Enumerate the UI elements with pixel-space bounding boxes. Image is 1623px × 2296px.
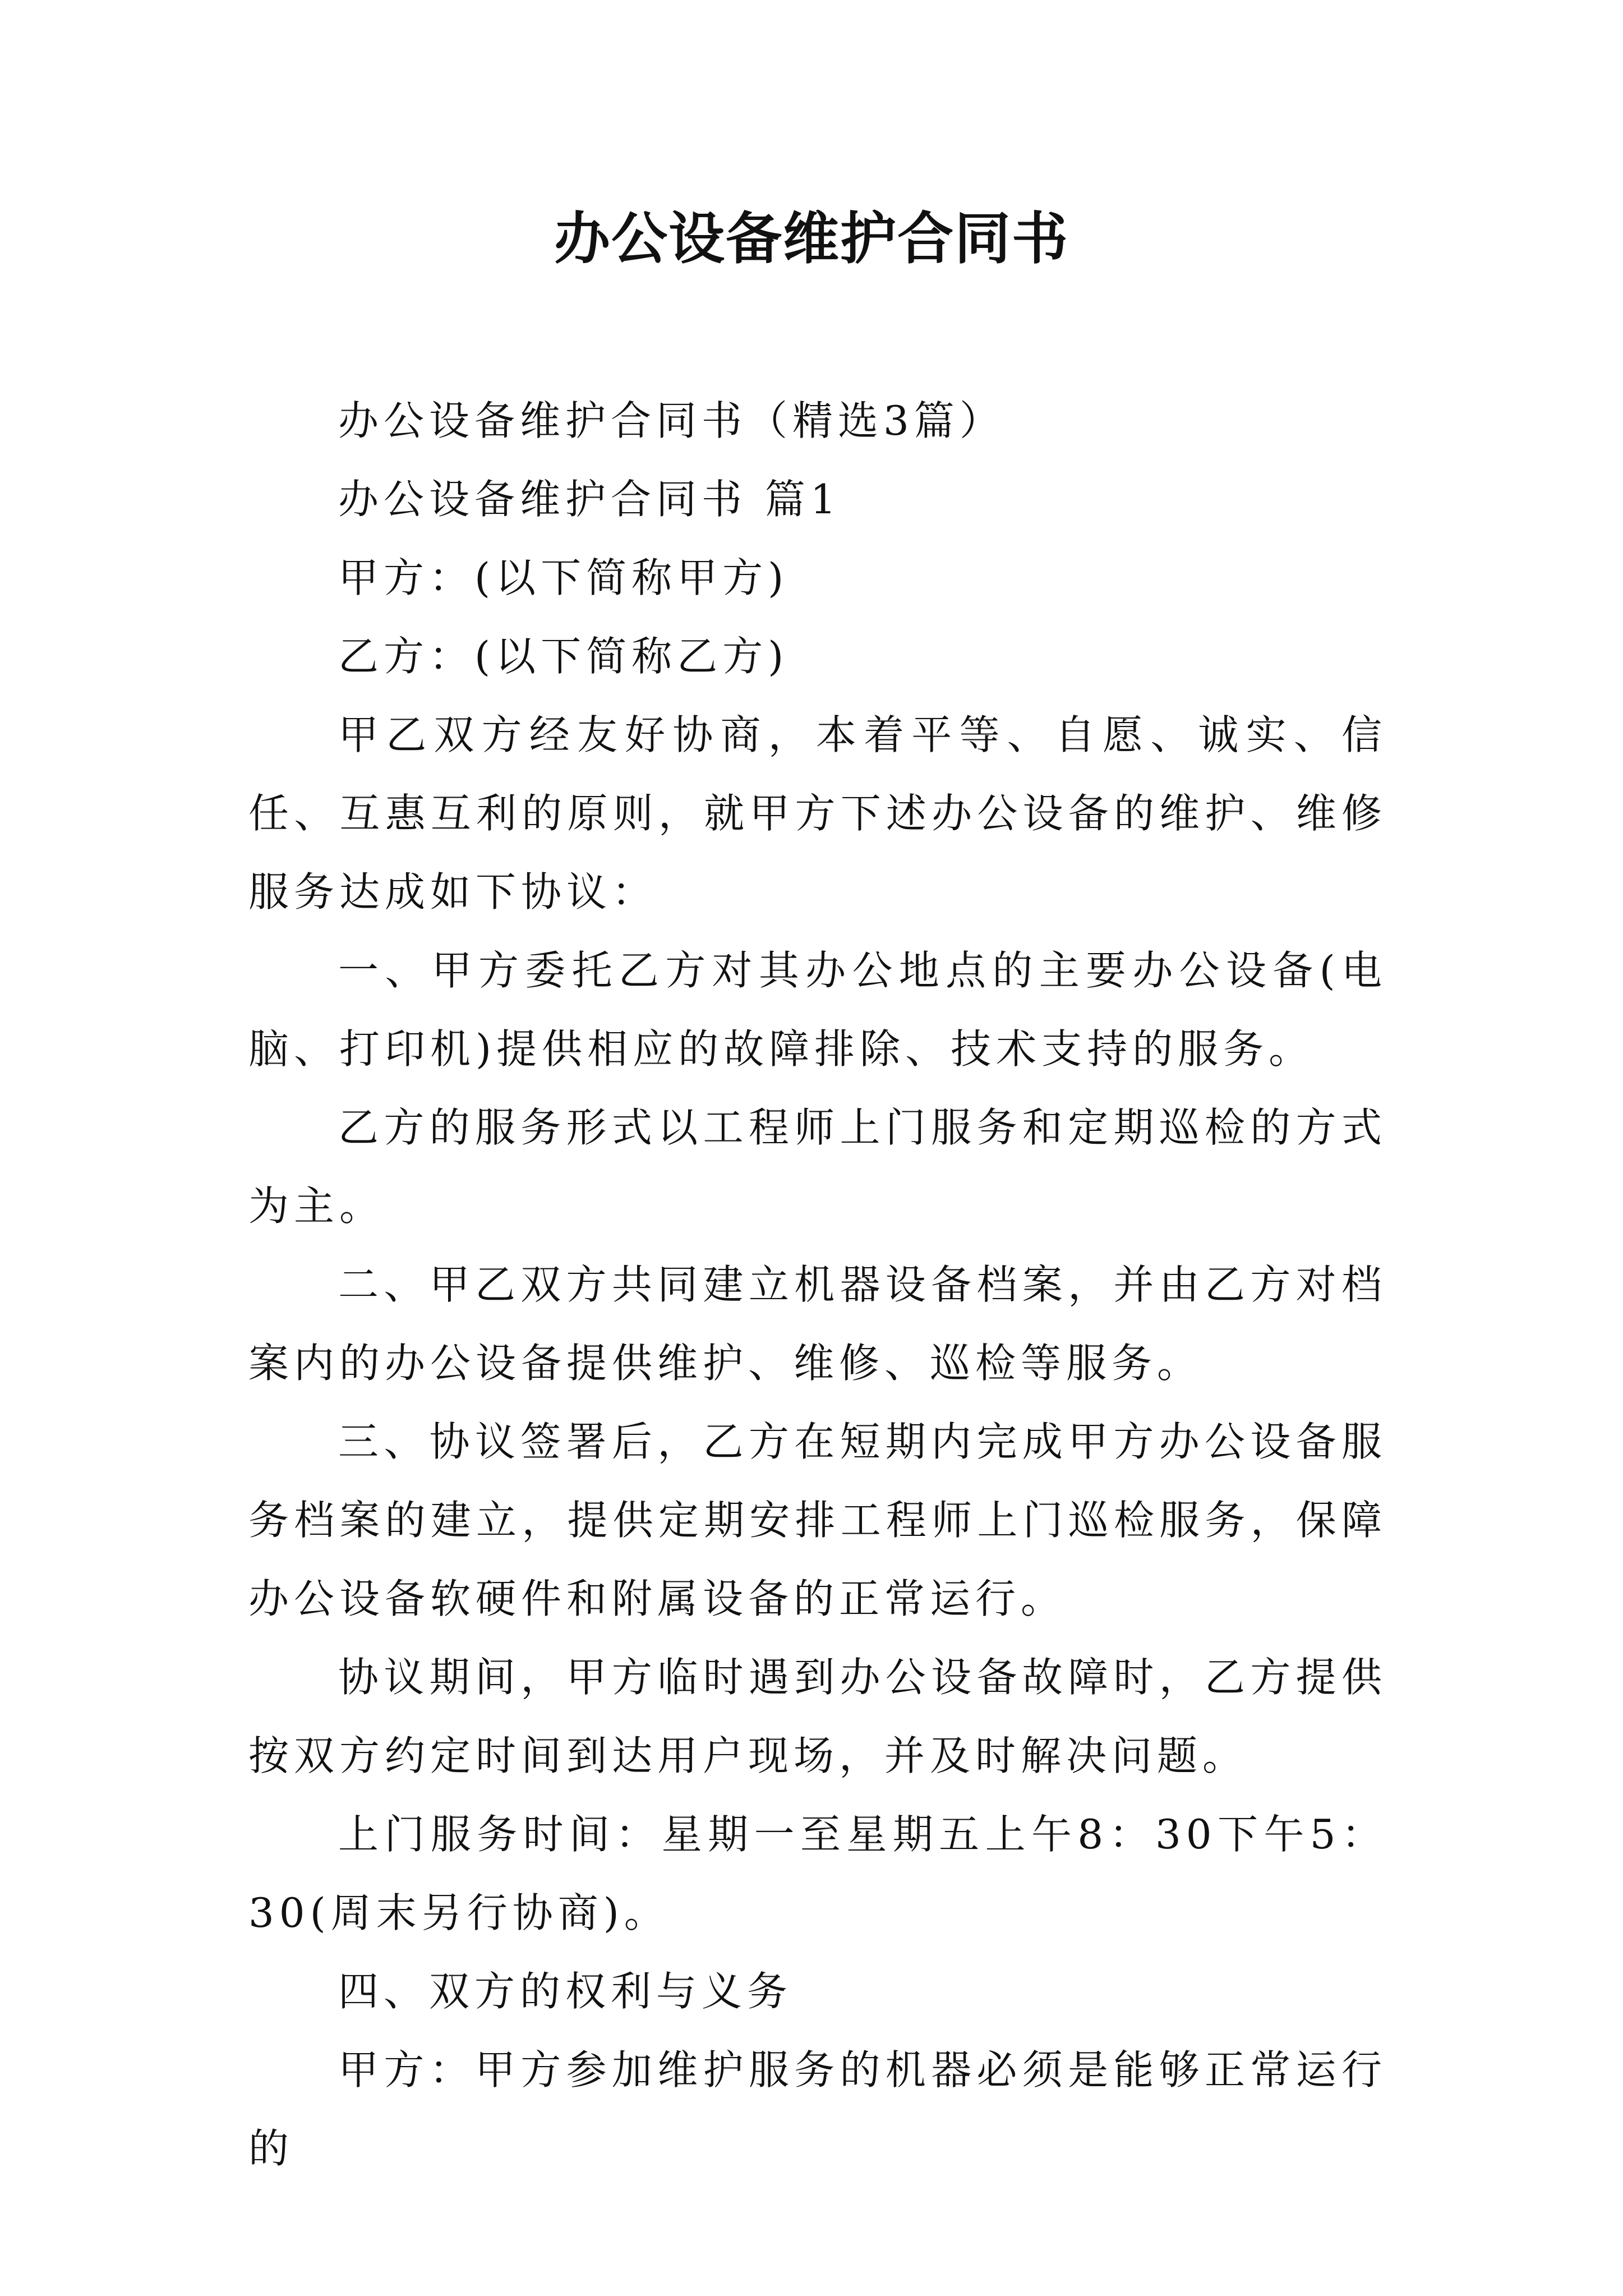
paragraph-party-a: 甲方：(以下简称甲方) [338,554,789,601]
paragraph-preamble: 甲乙双方经友好协商，本着平等、自愿、诚实、信任、互惠互利的原则，就甲方下述办公设备的维护、维修服务达成如下协议： [248,711,1387,915]
paragraph-service-hours: 上门服务时间：星期一至星期五上午8：30下午5：30(周末另行协商)。 [248,1811,1387,1936]
paragraph-clause-2: 二、甲乙双方共同建立机器设备档案，并由乙方对档案内的办公设备提供维护、维修、巡检等服务。 [248,1261,1387,1387]
paragraph-part-heading: 办公设备维护合同书 篇1 [338,476,841,523]
paragraph-collection-heading: 办公设备维护合同书（精选3篇） [338,397,1005,444]
paragraph-agreement-period: 协议期间，甲方临时遇到办公设备故障时，乙方提供按双方约定时间到达用户现场，并及时解决问题。 [248,1654,1387,1779]
document-body [248,381,1387,2188]
paragraph-party-b: 乙方：(以下简称乙方) [338,633,789,680]
paragraph-party-a-duties: 甲方：甲方参加维护服务的机器必须是能够正常运行的 [248,2046,1387,2172]
document-title: 办公设备维护合同书 [554,205,1069,272]
paragraph-clause-4-heading: 四、双方的权利与义务 [338,1968,793,2015]
paragraph-clause-3: 三、协议签署后，乙方在短期内完成甲方办公设备服务档案的建立，提供定期安排工程师上门巡检服务，保障办公设备软硬件和附属设备的正常运行。 [248,1418,1387,1622]
paragraph-clause-1: 一、甲方委托乙方对其办公地点的主要办公设备(电脑、打印机)提供相应的故障排除、技术支持的服务。 [248,947,1387,1073]
paragraph-service-form: 乙方的服务形式以工程师上门服务和定期巡检的方式为主。 [248,1104,1387,1230]
